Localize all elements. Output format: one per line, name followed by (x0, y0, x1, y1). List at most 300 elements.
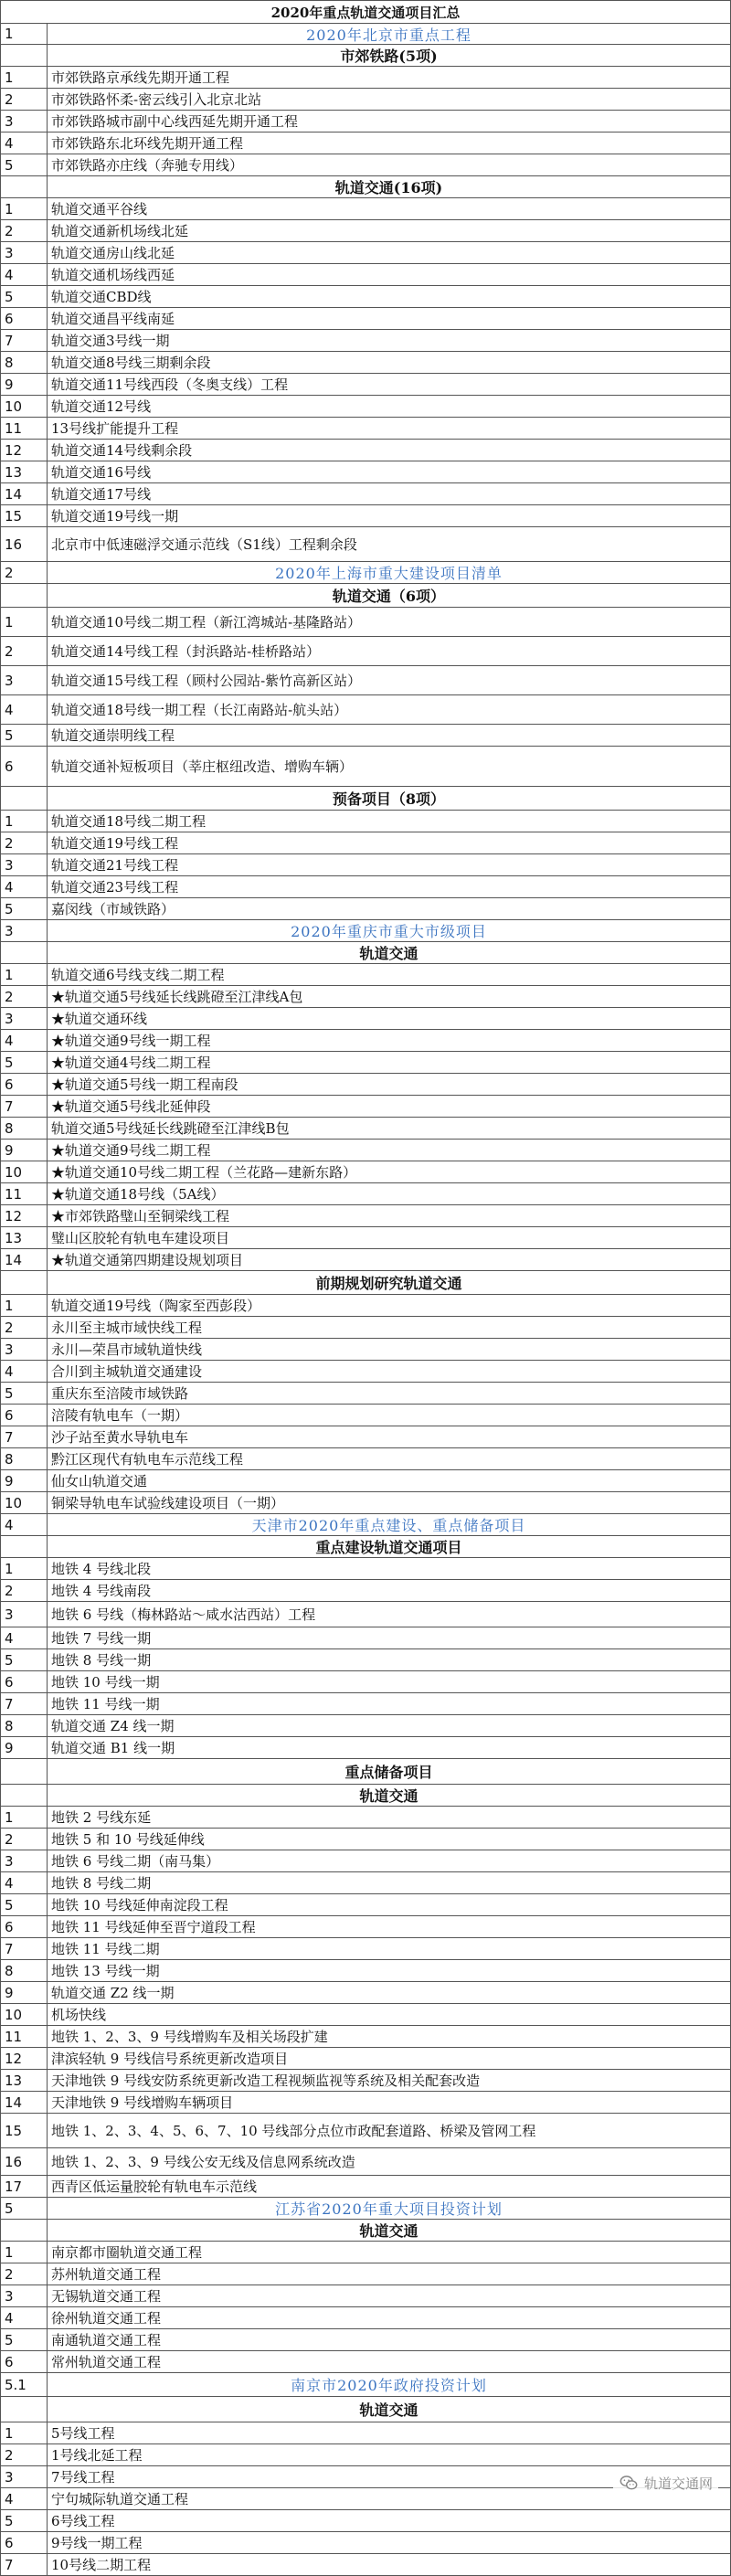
project-name: ★轨道交通5号线延长线跳磴至江津线A包 (48, 986, 731, 1007)
row-number: 3 (0, 1850, 48, 1871)
project-name: 轨道交通16号线 (48, 461, 731, 482)
project-row (0, 1982, 731, 2004)
row-number: 5 (0, 2510, 48, 2531)
project-name: ★轨道交通5号线一期工程南段 (48, 1074, 731, 1095)
row-number: 4 (0, 1030, 48, 1051)
row-number: 9 (0, 374, 48, 395)
section-title: 轨道交通 (48, 1785, 731, 1806)
row-number: 13 (0, 461, 48, 482)
row-number (0, 584, 48, 607)
row-number: 3 (0, 2466, 48, 2487)
project-name: 地铁 4 号线北段 (48, 1558, 731, 1579)
project-row (0, 264, 731, 286)
project-name: 地铁 13 号线一期 (48, 1960, 731, 1981)
project-row (0, 1807, 731, 1829)
project-row (0, 986, 731, 1008)
row-number: 12 (0, 2048, 48, 2069)
row-number: 10 (0, 396, 48, 417)
project-name: 无锡轨道交通工程 (48, 2285, 731, 2306)
row-number: 1 (0, 198, 48, 219)
project-row (0, 220, 731, 242)
section-title: 前期规划研究轨道交通 (48, 1271, 731, 1294)
row-number: 15 (0, 2114, 48, 2147)
project-row (0, 527, 731, 562)
project-name: 南京都市圈轨道交通工程 (48, 2242, 731, 2263)
project-name: 轨道交通房山线北延 (48, 242, 731, 263)
project-name: ★轨道交通10号线二期工程（兰花路—建新东路） (48, 1161, 731, 1182)
row-number: 12 (0, 440, 48, 461)
project-name: 重庆东至涪陵市域铁路 (48, 1383, 731, 1404)
row-number: 2 (0, 89, 48, 110)
watermark (613, 2471, 718, 2495)
section-title: 预备项目（8项） (48, 787, 731, 810)
project-name: 轨道交通17号线 (48, 483, 731, 504)
row-number: 6 (0, 1405, 48, 1426)
project-row (0, 483, 731, 505)
project-name: 仙女山轨道交通 (48, 1470, 731, 1491)
project-row (0, 1916, 731, 1938)
project-row (0, 1938, 731, 1960)
section-title: 重点储备项目 (48, 1759, 731, 1784)
project-name: 轨道交通14号线工程（封浜路站-桂桥路站） (48, 637, 731, 665)
project-name: 地铁 8 号线二期 (48, 1872, 731, 1893)
project-row (0, 2263, 731, 2285)
project-row (0, 330, 731, 352)
section-header-row (0, 562, 731, 584)
project-name: 地铁 5 和 10 号线延伸线 (48, 1829, 731, 1850)
row-number: 5 (0, 154, 48, 175)
project-name: 徐州轨道交通工程 (48, 2307, 731, 2328)
row-number: 4 (0, 133, 48, 154)
row-number: 7 (0, 1938, 48, 1959)
row-number: 3 (0, 666, 48, 694)
project-name: 天津地铁 9 号线增购车辆项目 (48, 2092, 731, 2113)
row-number (0, 1759, 48, 1784)
project-name: 沙子站至黄水导轨电车 (48, 1426, 731, 1447)
project-row (0, 1030, 731, 1052)
project-row (0, 1492, 731, 1514)
section-title: 江苏省2020年重大项目投资计划 (48, 2198, 731, 2219)
project-name: 地铁 11 号线一期 (48, 1693, 731, 1714)
project-name: 地铁 11 号线二期 (48, 1938, 731, 1959)
row-number: 6 (0, 2351, 48, 2372)
project-name: ★轨道交通5号线北延伸段 (48, 1096, 731, 1117)
project-name: 5号线工程 (48, 2422, 731, 2443)
row-number: 4 (0, 876, 48, 897)
row-number: 5 (0, 1383, 48, 1404)
row-number: 1 (0, 608, 48, 636)
project-row (0, 1850, 731, 1872)
subsection-header-row (0, 584, 731, 608)
project-row (0, 1426, 731, 1448)
section-title: 重点建设轨道交通项目 (48, 1536, 731, 1557)
section-title: 南京市2020年政府投资计划 (48, 2373, 731, 2396)
project-row (0, 608, 731, 637)
project-name: ★轨道交通9号线一期工程 (48, 1030, 731, 1051)
row-number: 6 (0, 1074, 48, 1095)
project-row (0, 854, 731, 876)
project-name: 常州轨道交通工程 (48, 2351, 731, 2372)
subsection-header-row (0, 176, 731, 198)
project-name: 轨道交通12号线 (48, 396, 731, 417)
row-number: 3 (0, 1602, 48, 1627)
row-number: 7 (0, 330, 48, 351)
project-row (0, 2554, 731, 2576)
project-name: 市郊铁路怀柔-密云线引入北京北站 (48, 89, 731, 110)
project-name: ★轨道交通环线 (48, 1008, 731, 1029)
project-row (0, 747, 731, 787)
section-title: 2020年上海市重大建设项目清单 (48, 562, 731, 583)
project-row (0, 133, 731, 154)
row-number: 4 (0, 264, 48, 285)
project-row (0, 1140, 731, 1161)
row-number: 4 (0, 1514, 48, 1535)
subsection-header-row (0, 1759, 731, 1785)
project-row (0, 1295, 731, 1317)
table-body (0, 24, 731, 2576)
project-row (0, 2307, 731, 2329)
row-number (0, 176, 48, 197)
project-name: 轨道交通18号线二期工程 (48, 811, 731, 832)
row-number: 3 (0, 1339, 48, 1360)
row-number: 3 (0, 920, 48, 941)
row-number: 13 (0, 2070, 48, 2091)
row-number: 5 (0, 2198, 48, 2219)
project-row (0, 2092, 731, 2114)
project-row (0, 1161, 731, 1183)
row-number: 8 (0, 1715, 48, 1736)
project-row (0, 637, 731, 666)
project-row (0, 1649, 731, 1671)
project-row (0, 1317, 731, 1339)
row-number: 5 (0, 1649, 48, 1670)
project-row (0, 1737, 731, 1759)
project-row (0, 1249, 731, 1271)
row-number: 5 (0, 286, 48, 307)
project-row (0, 1470, 731, 1492)
section-title: 市郊铁路(5项) (48, 45, 731, 66)
project-name: 轨道交通23号线工程 (48, 876, 731, 897)
project-name: 地铁 1、2、3、9 号线增购车及相关场段扩建 (48, 2026, 731, 2047)
project-name: 宁句城际轨道交通工程 (48, 2488, 731, 2509)
row-number: 16 (0, 527, 48, 561)
project-name: 轨道交通 B1 线一期 (48, 1737, 731, 1758)
row-number: 12 (0, 1205, 48, 1226)
project-name: 7号线工程 (48, 2466, 731, 2487)
project-name: 地铁 7 号线一期 (48, 1627, 731, 1648)
row-number: 2 (0, 1580, 48, 1601)
row-number (0, 1536, 48, 1557)
project-row (0, 1602, 731, 1627)
project-row (0, 1339, 731, 1361)
section-title: 轨道交通 (48, 2397, 731, 2422)
project-row (0, 2148, 731, 2176)
project-row (0, 1894, 731, 1916)
section-header-row (0, 24, 731, 45)
project-name: 市郊铁路京承线先期开通工程 (48, 67, 731, 88)
project-row (0, 2176, 731, 2198)
project-row (0, 1096, 731, 1118)
row-number: 5 (0, 725, 48, 746)
row-number: 2 (0, 986, 48, 1007)
section-title: 轨道交通 (48, 942, 731, 963)
project-row (0, 964, 731, 986)
project-row (0, 2329, 731, 2351)
row-number: 5 (0, 898, 48, 919)
project-name: 地铁 11 号线延伸至晋宁道段工程 (48, 1916, 731, 1937)
table-title-text: 2020年重点轨道交通项目汇总 (270, 4, 461, 21)
row-number (0, 1785, 48, 1806)
row-number: 5 (0, 1052, 48, 1073)
project-name: 1号线北延工程 (48, 2444, 731, 2465)
project-name: 涪陵有轨电车（一期） (48, 1405, 731, 1426)
project-name: 地铁 6 号线（梅林路站～咸水沽西站）工程 (48, 1602, 731, 1627)
section-title: 天津市2020年重点建设、重点储备项目 (48, 1514, 731, 1535)
row-number: 2 (0, 1317, 48, 1338)
row-number: 14 (0, 2092, 48, 2113)
project-row (0, 1693, 731, 1715)
row-number: 4 (0, 1872, 48, 1893)
row-number: 3 (0, 111, 48, 132)
project-row (0, 418, 731, 440)
project-name: 天津地铁 9 号线安防系统更新改造工程视频监视等系统及相关配套改造 (48, 2070, 731, 2091)
row-number: 13 (0, 1227, 48, 1248)
project-row (0, 111, 731, 133)
row-number: 14 (0, 1249, 48, 1270)
project-name: 地铁 1、2、3、4、5、6、7、10 号线部分点位市政配套道路、桥梁及管网工程 (48, 2114, 731, 2147)
project-row (0, 2048, 731, 2070)
project-name: 机场快线 (48, 2004, 731, 2025)
row-number: 1 (0, 67, 48, 88)
subsection-header-row (0, 1785, 731, 1807)
project-name: 地铁 6 号线二期（南马集） (48, 1850, 731, 1871)
row-number: 6 (0, 1671, 48, 1692)
project-row (0, 1872, 731, 1894)
row-number: 16 (0, 2148, 48, 2175)
section-title: 轨道交通(16项) (48, 176, 731, 197)
project-row (0, 2114, 731, 2148)
project-row (0, 1580, 731, 1602)
row-number: 1 (0, 964, 48, 985)
project-row (0, 1205, 731, 1227)
project-name: 西青区低运量胶轮有轨电车示范线 (48, 2176, 731, 2197)
row-number: 7 (0, 1426, 48, 1447)
row-number: 11 (0, 418, 48, 439)
row-number: 7 (0, 2554, 48, 2575)
project-name: ★轨道交通4号线二期工程 (48, 1052, 731, 1073)
project-row (0, 308, 731, 330)
row-number: 7 (0, 1096, 48, 1117)
row-number: 9 (0, 1470, 48, 1491)
project-name: 地铁 10 号线一期 (48, 1671, 731, 1692)
row-number: 2 (0, 562, 48, 583)
project-name: 10号线二期工程 (48, 2554, 731, 2575)
row-number: 1 (0, 1558, 48, 1579)
row-number: 10 (0, 2004, 48, 2025)
row-number: 6 (0, 1916, 48, 1937)
project-row (0, 461, 731, 483)
project-name: 市郊铁路城市副中心线西延先期开通工程 (48, 111, 731, 132)
project-row (0, 1361, 731, 1383)
project-name: 市郊铁路亦庄线（奔驰专用线） (48, 154, 731, 175)
project-row (0, 2510, 731, 2532)
project-row (0, 2242, 731, 2263)
project-row (0, 1074, 731, 1096)
section-title: 轨道交通（6项） (48, 584, 731, 607)
section-title: 轨道交通 (48, 2220, 731, 2241)
subsection-header-row (0, 942, 731, 964)
row-number: 8 (0, 352, 48, 373)
row-number: 2 (0, 2444, 48, 2465)
row-number: 1 (0, 2242, 48, 2263)
row-number (0, 2220, 48, 2241)
project-row (0, 1829, 731, 1850)
project-row (0, 2422, 731, 2444)
project-row (0, 67, 731, 89)
row-number: 3 (0, 854, 48, 875)
project-name: 轨道交通14号线剩余段 (48, 440, 731, 461)
project-name: 黔江区现代有轨电车示范线工程 (48, 1448, 731, 1469)
row-number: 11 (0, 1183, 48, 1204)
row-number: 11 (0, 2026, 48, 2047)
subsection-header-row (0, 45, 731, 67)
row-number (0, 942, 48, 963)
project-row (0, 666, 731, 695)
project-name: 轨道交通机场线西延 (48, 264, 731, 285)
project-row (0, 2004, 731, 2026)
project-name: 轨道交通3号线一期 (48, 330, 731, 351)
project-name: 合川到主城轨道交通建设 (48, 1361, 731, 1382)
project-name: 嘉闵线（市域铁路） (48, 898, 731, 919)
project-row (0, 1183, 731, 1205)
project-row (0, 1118, 731, 1140)
project-row (0, 396, 731, 418)
section-title: 2020年重庆市重大市级项目 (48, 920, 731, 941)
row-number (0, 787, 48, 810)
project-row (0, 1405, 731, 1426)
row-number: 10 (0, 1492, 48, 1513)
row-number: 5.1 (0, 2373, 48, 2396)
row-number: 9 (0, 1982, 48, 2003)
project-row (0, 374, 731, 396)
project-row (0, 1715, 731, 1737)
subsection-header-row (0, 2397, 731, 2422)
project-name: 璧山区胶轮有轨电车建设项目 (48, 1227, 731, 1248)
project-name: 6号线工程 (48, 2510, 731, 2531)
project-row (0, 1448, 731, 1470)
project-name: 轨道交通崇明线工程 (48, 725, 731, 746)
project-row (0, 2351, 731, 2373)
project-name: 南通轨道交通工程 (48, 2329, 731, 2350)
section-header-row (0, 1514, 731, 1536)
row-number: 3 (0, 1008, 48, 1029)
project-row (0, 505, 731, 527)
wechat-icon (619, 2473, 639, 2493)
project-row (0, 286, 731, 308)
project-name: 地铁 2 号线东延 (48, 1807, 731, 1828)
project-name: 地铁 1、2、3、9 号线公安无线及信息网系统改造 (48, 2148, 731, 2175)
project-name: 轨道交通19号线工程 (48, 832, 731, 853)
project-row (0, 2532, 731, 2554)
project-row (0, 1671, 731, 1693)
row-number: 3 (0, 2285, 48, 2306)
row-number: 7 (0, 1693, 48, 1714)
row-number (0, 2397, 48, 2422)
row-number: 6 (0, 308, 48, 329)
project-row (0, 898, 731, 920)
row-number: 6 (0, 2532, 48, 2553)
row-number: 1 (0, 24, 48, 44)
project-row (0, 1008, 731, 1030)
project-name: 轨道交通新机场线北延 (48, 220, 731, 241)
project-name: 轨道交通平谷线 (48, 198, 731, 219)
project-name: 轨道交通15号线工程（顾村公园站-紫竹高新区站） (48, 666, 731, 694)
row-number: 14 (0, 483, 48, 504)
row-number: 2 (0, 2263, 48, 2284)
project-row (0, 876, 731, 898)
project-row (0, 352, 731, 374)
row-number: 2 (0, 220, 48, 241)
row-number: 4 (0, 2488, 48, 2509)
row-number: 6 (0, 747, 48, 786)
project-name: ★轨道交通18号线（5A线） (48, 1183, 731, 1204)
row-number: 5 (0, 2329, 48, 2350)
project-name: 9号线一期工程 (48, 2532, 731, 2553)
project-row (0, 1052, 731, 1074)
row-number: 1 (0, 1295, 48, 1316)
row-number: 4 (0, 1361, 48, 1382)
project-name: 永川—荣昌市域轨道快线 (48, 1339, 731, 1360)
project-name: 轨道交通18号线一期工程（长江南路站-航头站） (48, 695, 731, 724)
project-row (0, 154, 731, 176)
project-row (0, 1558, 731, 1580)
project-row (0, 811, 731, 832)
row-number: 5 (0, 1894, 48, 1915)
project-name: ★轨道交通9号线二期工程 (48, 1140, 731, 1161)
project-name: 苏州轨道交通工程 (48, 2263, 731, 2284)
row-number: 4 (0, 695, 48, 724)
project-row (0, 1627, 731, 1649)
project-row (0, 2285, 731, 2307)
row-number: 2 (0, 637, 48, 665)
row-number: 17 (0, 2176, 48, 2197)
row-number: 10 (0, 1161, 48, 1182)
project-row (0, 1383, 731, 1405)
row-number (0, 45, 48, 66)
project-row (0, 695, 731, 725)
project-name: 轨道交通补短板项目（莘庄枢纽改造、增购车辆） (48, 747, 731, 786)
project-row (0, 832, 731, 854)
row-number: 2 (0, 832, 48, 853)
project-name: 13号线扩能提升工程 (48, 418, 731, 439)
project-name: 轨道交通19号线（陶家至西彭段） (48, 1295, 731, 1316)
row-number: 1 (0, 1807, 48, 1828)
row-number: 8 (0, 1448, 48, 1469)
project-name: 轨道交通19号线一期 (48, 505, 731, 526)
section-header-row (0, 2373, 731, 2397)
section-header-row (0, 2198, 731, 2220)
row-number: 2 (0, 1829, 48, 1850)
subsection-header-row (0, 787, 731, 811)
project-row (0, 725, 731, 747)
project-row (0, 89, 731, 111)
project-row (0, 1227, 731, 1249)
project-name: 北京市中低速磁浮交通示范线（S1线）工程剩余段 (48, 527, 731, 561)
project-row (0, 440, 731, 461)
project-row (0, 242, 731, 264)
row-number: 4 (0, 1627, 48, 1648)
project-name: 轨道交通5号线延长线跳磴至江津线B包 (48, 1118, 731, 1139)
